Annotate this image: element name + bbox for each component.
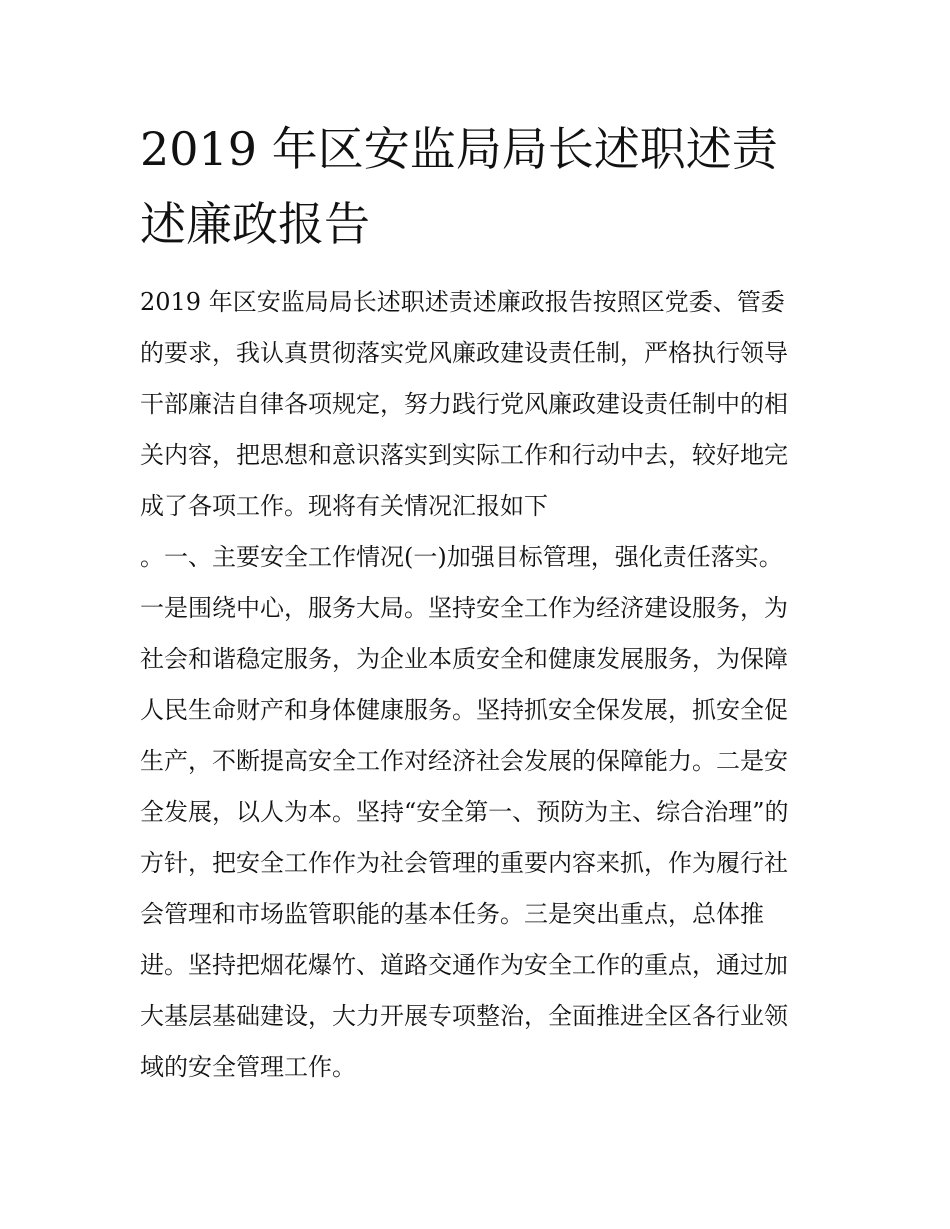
body-line: 社会和谐稳定服务，为企业本质安全和健康发展服务，为保障 [140,645,788,673]
body-line: 成了各项工作。现将有关情况汇报如下 [140,492,548,520]
body-line: 关内容，把思想和意识落实到实际工作和行动中去，较好地完 [140,441,788,469]
document-body [140,277,830,1093]
body-line: 人民生命财产和身体健康服务。坚持抓安全保发展，抓安全促 [140,696,788,724]
body-line: 干部廉洁自律各项规定，努力践行党风廉政建设责任制中的相 [140,390,788,418]
body-line: 会管理和市场监管职能的基本任务。三是突出重点，总体推 [140,900,764,928]
body-line: 的要求，我认真贯彻落实党风廉政建设责任制，严格执行领导 [140,339,788,367]
body-line: 一是围绕中心，服务大局。坚持安全工作为经济建设服务，为 [140,594,788,622]
body-line: 全发展，以人为本。坚持“安全第一、预防为主、综合治理”的 [140,798,789,826]
body-line: 进。坚持把烟花爆竹、道路交通作为安全工作的重点，通过加 [140,951,788,979]
body-line: 2019 年区安监局局长述职述责述廉政报告按照区党委、管委 [140,288,785,316]
body-line: 域的安全管理工作。 [140,1053,356,1081]
document-title [140,112,820,262]
body-line: 。一、主要安全工作情况(一)加强目标管理，强化责任落实。 [140,543,783,571]
body-line: 方针，把安全工作作为社会管理的重要内容来抓，作为履行社 [140,849,788,877]
body-line: 大基层基础建设，大力开展专项整治，全面推进全区各行业领 [140,1002,788,1030]
title-line: 述廉政报告 [140,197,370,251]
title-line: 2019 年区安监局局长述职述责 [140,122,778,176]
body-line: 生产，不断提高安全工作对经济社会发展的保障能力。二是安 [140,747,788,775]
